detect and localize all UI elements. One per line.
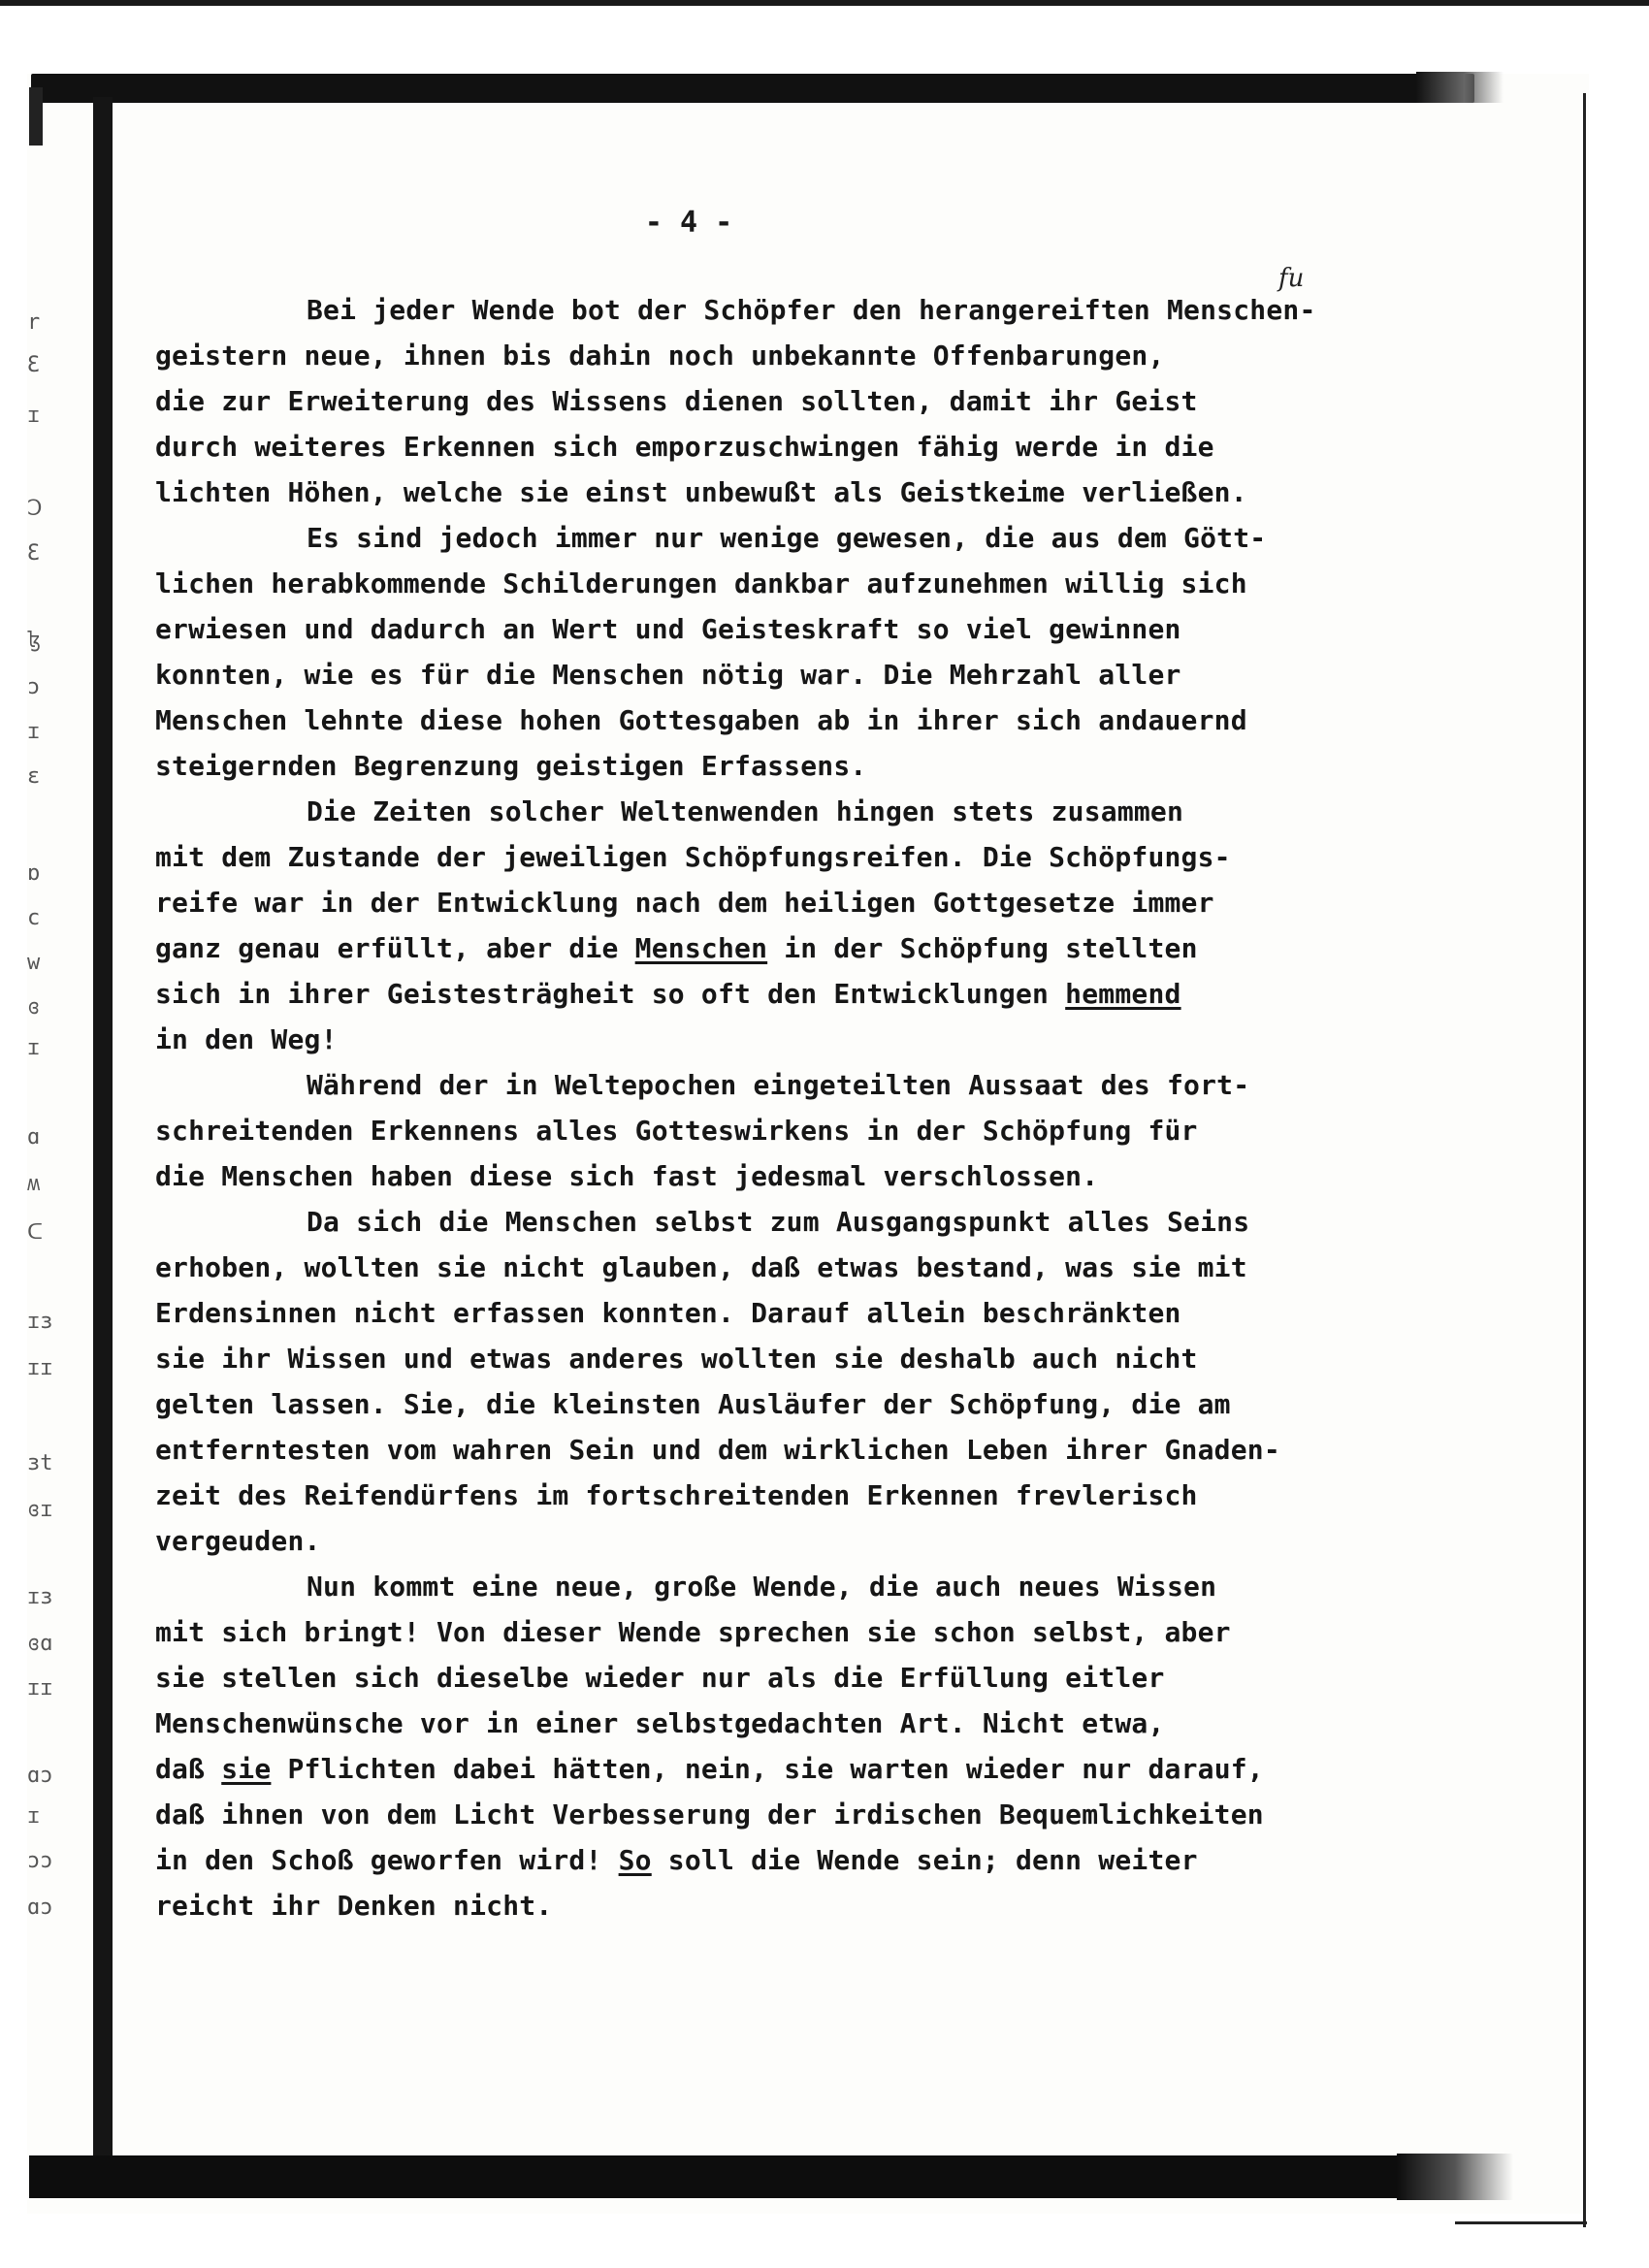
text-line: Es sind jedoch immer nur wenige gewesen, die aus dem Gött- bbox=[307, 522, 1267, 554]
margin-mark: ɞɑ bbox=[27, 1632, 53, 1656]
margin-mark: r bbox=[27, 310, 41, 335]
text-line: erhoben, wollten sie nicht glauben, daß etwas bestand, was sie mit bbox=[155, 1251, 1247, 1283]
text-line: schreitenden Erkennens alles Gotteswirkens in der Schöpfung für bbox=[155, 1115, 1198, 1147]
text-line: entferntesten vom wahren Sein und dem wirklichen Leben ihrer Gnaden- bbox=[155, 1434, 1280, 1466]
margin-mark: ɔɔ bbox=[27, 1849, 53, 1873]
text-line: mit dem Zustande der jeweiligen Schöpfungsreifen. Die Schöpfungs- bbox=[155, 841, 1231, 873]
handwritten-insertion: fu bbox=[1278, 264, 1305, 293]
margin-mark: ɑ bbox=[27, 1125, 41, 1150]
margin-mark: ɛ bbox=[27, 764, 41, 789]
text-line: Die Zeiten solcher Weltenwenden hingen stets zusammen bbox=[307, 795, 1184, 827]
text-line: erwiesen und dadurch an Wert und Geisteskraft so viel gewinnen bbox=[155, 613, 1181, 645]
text-line: reife war in der Entwicklung nach dem heiligen Gottgesetze immer bbox=[155, 887, 1214, 919]
margin-mark: ᑕ bbox=[27, 1220, 44, 1245]
margin-mark: ɪ bbox=[27, 1036, 41, 1060]
text-line: steigernden Begrenzung geistigen Erfassens. bbox=[155, 750, 867, 782]
text-line: reicht ihr Denken nicht. bbox=[155, 1890, 553, 1922]
text-line: sich in ihrer Geistesträgheit so oft den Entwicklungen hemmend bbox=[155, 978, 1181, 1010]
text-line: sie ihr Wissen und etwas anderes wollten sie deshalb auch nicht bbox=[155, 1343, 1198, 1375]
text-line: ganz genau erfüllt, aber die Menschen in der Schöpfung stellten bbox=[155, 932, 1198, 964]
text-line: Bei jeder Wende bot der Schöpfer den herangereiften Menschen- bbox=[307, 294, 1316, 326]
text-line: in den Schoß geworfen wird! So soll die Wende sein; denn weiter bbox=[155, 1844, 1198, 1876]
text-line: durch weiteres Erkennen sich emporzuschwingen fähig werde in die bbox=[155, 431, 1214, 463]
document-body bbox=[155, 287, 1455, 1928]
text-line: sie stellen sich dieselbe wieder nur als die Erfüllung eitler bbox=[155, 1662, 1165, 1694]
margin-mark: ɪɜ bbox=[27, 1310, 53, 1334]
paragraph bbox=[155, 515, 1455, 789]
margin-mark: ɑɔ bbox=[27, 1764, 53, 1788]
paragraph bbox=[155, 1564, 1455, 1928]
text-line: lichten Höhen, welche sie einst unbewußt als Geistkeime verließen. bbox=[155, 476, 1247, 508]
text-line: Menschen lehnte diese hohen Gottesgaben ab in ihrer sich andauernd bbox=[155, 704, 1247, 736]
margin-mark: ɞ bbox=[27, 995, 41, 1020]
text-line: Erdensinnen nicht erfassen konnten. Darauf allein beschränkten bbox=[155, 1297, 1181, 1329]
scan-top-edge bbox=[0, 0, 1649, 6]
margin-mark: ɪɪ bbox=[27, 1356, 53, 1380]
margin-mark: Ↄ bbox=[27, 497, 43, 521]
underlined-word: hemmend bbox=[1065, 978, 1181, 1010]
underlined-word: So bbox=[618, 1844, 652, 1876]
margin-mark: ɔ bbox=[27, 675, 41, 699]
margin-mark: ɪ bbox=[27, 720, 41, 744]
underlined-word: Menschen bbox=[634, 932, 768, 964]
text-line: Nun kommt eine neue, große Wende, die auch neues Wissen bbox=[307, 1571, 1217, 1603]
text-line: daß sie Pflichten dabei hätten, nein, sie warten wieder nur darauf, bbox=[155, 1753, 1264, 1785]
margin-mark: ʍ bbox=[27, 1172, 41, 1196]
margin-mark: ɜt bbox=[27, 1451, 53, 1475]
scan-border-bottom bbox=[29, 2155, 1455, 2198]
paragraph bbox=[155, 1062, 1455, 1199]
text-line: die Menschen haben diese sich fast jedesmal verschlossen. bbox=[155, 1160, 1099, 1192]
text-line: konnten, wie es für die Menschen nötig war. Die Mehrzahl aller bbox=[155, 659, 1181, 691]
paragraph bbox=[155, 789, 1455, 1062]
margin-mark: ɪɪ bbox=[27, 1676, 53, 1701]
scan-border-right-bottom bbox=[1455, 2221, 1587, 2224]
text-line: in den Weg! bbox=[155, 1023, 338, 1055]
text-line: gelten lassen. Sie, die kleinsten Ausläufer der Schöpfung, die am bbox=[155, 1388, 1231, 1420]
scan-border-bottom-fade bbox=[1397, 2154, 1513, 2200]
text-line: vergeuden. bbox=[155, 1525, 321, 1557]
scan-border-right bbox=[1583, 93, 1586, 2227]
margin-mark: Ɛ bbox=[27, 541, 41, 566]
margin-mark: ɪ bbox=[27, 404, 41, 428]
text-line: lichen herabkommende Schilderungen dankbar aufzunehmen willig sich bbox=[155, 567, 1247, 599]
text-line: die zur Erweiterung des Wissens dienen sollten, damit ihr Geist bbox=[155, 385, 1198, 417]
scan-border-top-fade bbox=[1416, 72, 1504, 103]
margin-mark: ɒ bbox=[27, 861, 41, 886]
underlined-word: sie bbox=[221, 1753, 272, 1785]
text-line: mit sich bringt! Von dieser Wende sprechen sie schon selbst, aber bbox=[155, 1616, 1231, 1648]
text-line: Während der in Weltepochen eingeteilten Aussaat des fort- bbox=[307, 1069, 1250, 1101]
text-line: Da sich die Menschen selbst zum Ausgangspunkt alles Seins bbox=[307, 1206, 1250, 1238]
margin-mark: ɞɪ bbox=[27, 1498, 53, 1522]
margin-mark: ɪ bbox=[27, 1804, 41, 1829]
text-line: geistern neue, ihnen bis dahin noch unbekannte Offenbarungen, bbox=[155, 340, 1165, 372]
page-number: - 4 - bbox=[644, 206, 733, 240]
text-line: zeit des Reifendürfens im fortschreitenden Erkennen frevlerisch bbox=[155, 1479, 1198, 1511]
text-line: daß ihnen von dem Licht Verbesserung der irdischen Bequemlichkeiten bbox=[155, 1798, 1264, 1831]
margin-mark: c bbox=[27, 906, 41, 930]
margin-mark: ɮ bbox=[27, 629, 41, 653]
margin-mark: Ɛ bbox=[27, 353, 41, 377]
paragraph bbox=[155, 287, 1455, 515]
scan-border-corner bbox=[29, 87, 43, 146]
margin-mark: w bbox=[27, 951, 41, 975]
paragraph bbox=[155, 1199, 1455, 1564]
margin-mark: ɑɔ bbox=[27, 1895, 53, 1920]
scan-border-left bbox=[93, 97, 113, 2192]
scan-border-top bbox=[31, 74, 1474, 103]
margin-mark: ɪɜ bbox=[27, 1585, 53, 1609]
text-line: Menschenwünsche vor in einer selbstgedachten Art. Nicht etwa, bbox=[155, 1707, 1165, 1739]
